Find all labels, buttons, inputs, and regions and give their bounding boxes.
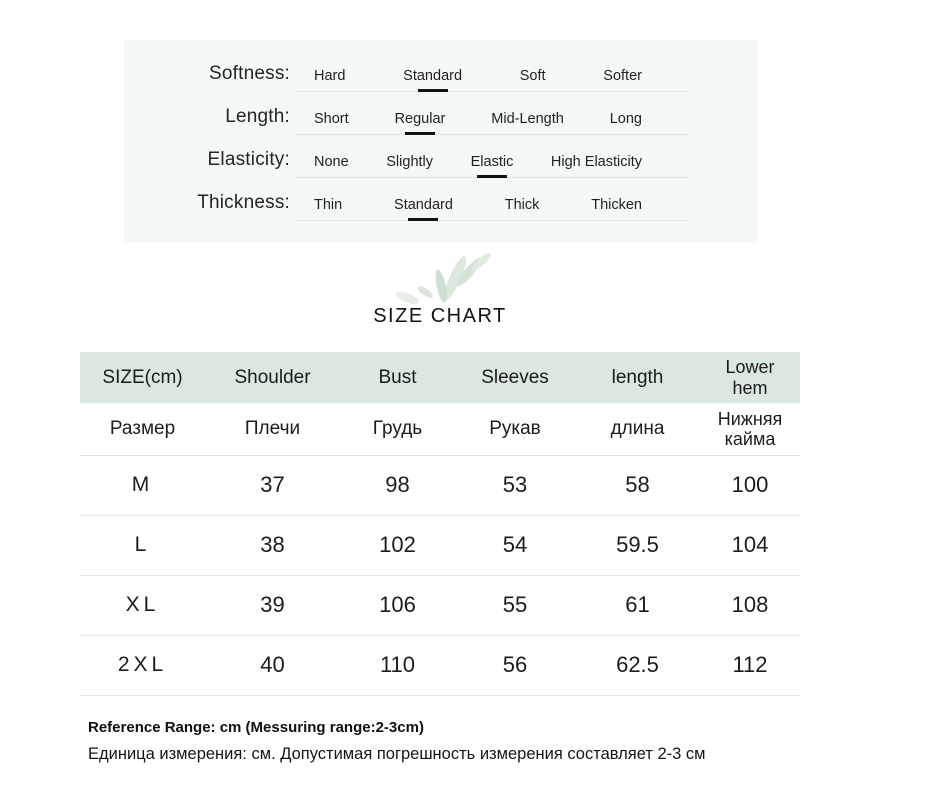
value-cell: 102 xyxy=(379,532,416,557)
option-thick: Thick xyxy=(504,197,540,213)
size-chart-title: SIZE CHART xyxy=(373,305,507,327)
header-razmer: Размер xyxy=(109,417,176,439)
option-standard-selected: Standard xyxy=(403,68,463,84)
size-chart-title-block xyxy=(80,250,800,330)
header-dlina: длина xyxy=(610,417,665,439)
value-cell: 58 xyxy=(625,472,650,497)
thickness-options xyxy=(296,197,688,221)
size-cell: XL xyxy=(125,593,160,616)
product-attributes-panel xyxy=(124,40,758,243)
option-mid-length: Mid-Length xyxy=(491,111,564,127)
value-cell: 106 xyxy=(379,592,416,617)
value-cell: 110 xyxy=(379,652,416,677)
value-cell: 112 xyxy=(732,652,768,677)
option-none: None xyxy=(314,154,349,170)
header-plechi: Плечи xyxy=(244,417,301,439)
attribute-row-elasticity xyxy=(124,135,758,178)
value-cell: 108 xyxy=(731,592,769,617)
elasticity-options xyxy=(296,154,688,178)
value-cell: 53 xyxy=(502,472,528,497)
softness-label: Softness: xyxy=(208,63,290,84)
length-label: Length: xyxy=(225,106,290,127)
header-sleeves: Sleeves xyxy=(481,366,549,388)
header-bust: Bust xyxy=(378,366,417,388)
measurement-notes xyxy=(88,719,898,764)
value-cell: 39 xyxy=(260,592,285,617)
reference-range-note-ru: Единица измерения: см. Допустимая погрешность измерения составляет 2-3 см xyxy=(88,745,706,763)
value-cell: 56 xyxy=(502,652,528,677)
option-high-elasticity: High Elasticity xyxy=(550,154,642,170)
header-lower-hem: Lower hem xyxy=(725,357,775,398)
header-nizhnyaya-kayma: Нижняя кайма xyxy=(717,408,783,449)
header-shoulder: Shoulder xyxy=(234,366,311,388)
value-cell: 62.5 xyxy=(616,652,659,677)
table-header-row-en xyxy=(80,352,800,403)
option-regular-selected: Regular xyxy=(394,111,446,127)
attribute-row-softness xyxy=(124,49,758,92)
header-rukav: Рукав xyxy=(489,417,541,439)
option-slightly: Slightly xyxy=(386,154,434,170)
table-header-row-ru xyxy=(80,403,800,455)
value-cell: 104 xyxy=(731,532,769,557)
option-thin: Thin xyxy=(314,197,343,213)
value-cell: 61 xyxy=(625,592,650,617)
option-short: Short xyxy=(314,111,349,127)
thickness-label: Thickness: xyxy=(197,192,290,213)
length-options xyxy=(296,111,688,135)
reference-range-note-en: Reference Range: cm (Messuring range:2-3cm) xyxy=(88,719,424,736)
value-cell: 55 xyxy=(502,592,528,617)
value-cell: 100 xyxy=(731,472,769,497)
option-soft: Soft xyxy=(519,68,546,84)
table-row-2xl xyxy=(80,635,800,695)
size-chart-table xyxy=(80,352,800,696)
value-cell: 40 xyxy=(260,652,285,677)
header-length: length xyxy=(611,366,664,388)
value-cell: 37 xyxy=(260,472,285,497)
value-cell: 38 xyxy=(260,532,285,557)
value-cell: 59.5 xyxy=(616,532,659,557)
size-cell: M xyxy=(131,473,154,496)
header-size-cm: SIZE(cm) xyxy=(102,366,183,388)
table-row-l xyxy=(80,515,800,575)
attribute-row-thickness xyxy=(124,178,758,221)
header-grud: Грудь xyxy=(372,417,423,439)
softness-options xyxy=(296,68,688,92)
table-row-m xyxy=(80,455,800,515)
attribute-row-length xyxy=(124,92,758,135)
elasticity-label: Elasticity: xyxy=(207,149,290,170)
option-long: Long xyxy=(609,111,642,127)
value-cell: 98 xyxy=(385,472,410,497)
option-elastic-selected: Elastic xyxy=(470,154,514,170)
table-row-xl xyxy=(80,575,800,635)
size-cell: 2XL xyxy=(117,653,168,676)
option-softer: Softer xyxy=(603,68,642,84)
option-standard-thickness-selected: Standard xyxy=(394,197,453,213)
size-cell: L xyxy=(134,533,151,556)
option-thicken: Thicken xyxy=(591,197,642,213)
value-cell: 54 xyxy=(502,532,528,557)
option-hard: Hard xyxy=(314,68,346,84)
